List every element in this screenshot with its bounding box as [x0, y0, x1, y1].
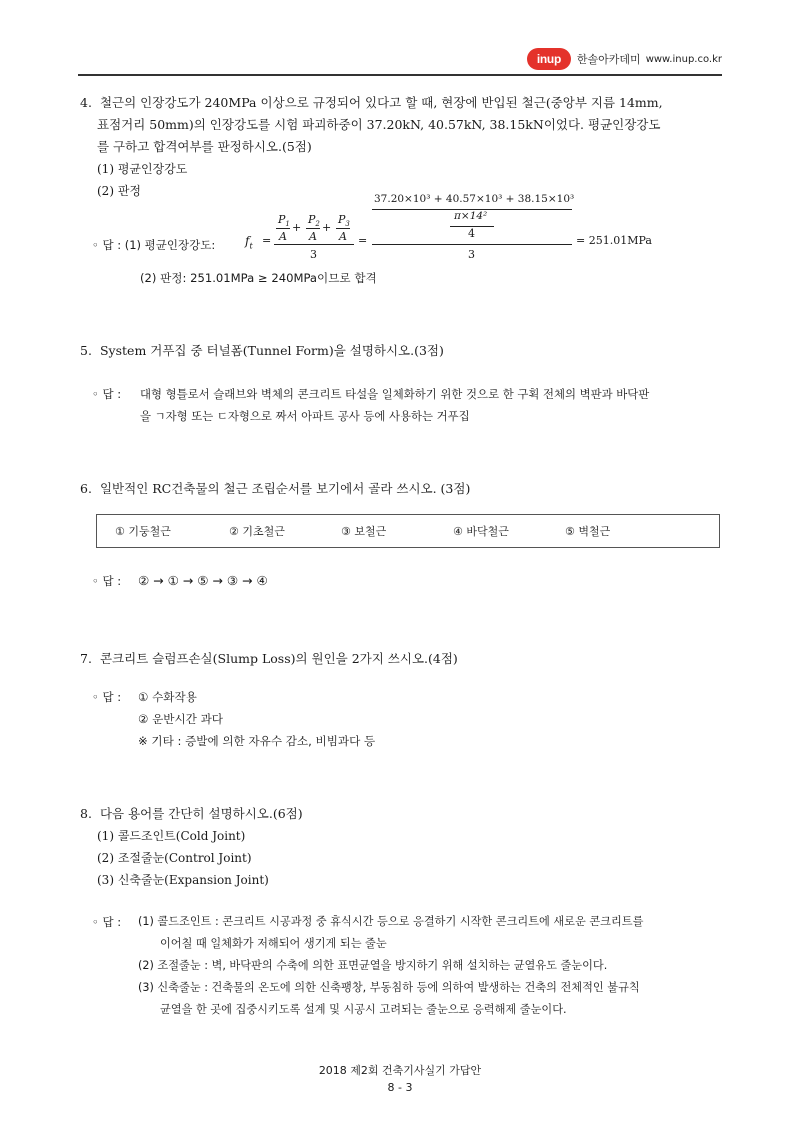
formula-a1: A: [279, 230, 287, 243]
formula-p3: $P_3$: [338, 213, 350, 229]
q8-sub3: (3) 신축줄눈(Expansion Joint): [97, 873, 269, 887]
q7-answer-1: ① 수화작용: [138, 690, 197, 704]
formula-result: = 251.01MPa: [576, 234, 652, 247]
formula-a2: A: [309, 230, 317, 243]
formula-a3: A: [339, 230, 347, 243]
formula-p1: $P_1$: [278, 213, 290, 229]
q6-choice-box: [96, 514, 720, 548]
q6-choice-2: ② 기초철근: [229, 525, 285, 538]
footer-title: 2018 제2회 건축기사실기 가답안: [318, 1064, 482, 1077]
q6-choice-4: ④ 바닥철근: [453, 525, 509, 538]
q4-text-line2: 표점거리 50mm)의 인장강도를 시험 파괴하중이 37.20kN, 40.57kN, 38.15kN이었다. 평균인장강도: [97, 117, 661, 132]
q8-title: 다음 용어를 간단히 설명하시오.(6점): [99, 806, 303, 821]
formula-right-denom: 3: [468, 248, 475, 261]
q7-answer-label: ◦ 답 :: [92, 690, 122, 704]
q8-answer-1-line1: (1) 콜드조인트 : 콘크리트 시공과정 중 휴식시간 등으로 응결하기 시작한 콘크리트에 새로운 콘크리트를: [138, 915, 644, 928]
q8-sub1: (1) 콜드조인트(Cold Joint): [97, 829, 246, 843]
q6-choice-1: ① 기둥철근: [115, 525, 171, 538]
q8-answer-label: ◦ 답 :: [92, 915, 122, 929]
q4-answer-label: ◦ 답 : (1) 평균인장강도:: [92, 238, 216, 252]
brand-url: www.inup.co.kr: [645, 53, 722, 65]
header-divider: [78, 74, 722, 76]
q5-answer-line2: 을 ㄱ자형 또는 ㄷ자형으로 짜서 아파트 공사 등에 사용하는 거푸집: [140, 409, 470, 423]
q4-sub2: (2) 판정: [97, 184, 141, 198]
brand-name: 한솔아카데미: [576, 53, 641, 66]
formula-right-main-bar: [372, 244, 572, 245]
formula-p2: $P_2$: [308, 213, 320, 229]
brand: [527, 48, 722, 70]
formula-pi-expr: π×14²: [454, 210, 488, 222]
formula-plus1: +: [292, 221, 302, 234]
q8-answer-1-line2: 이어칠 때 일체화가 저해되어 생기게 되는 줄눈: [160, 937, 387, 950]
q8-number: 8.: [80, 806, 92, 821]
q8-answer-2: (2) 조절줄눈 : 벽, 바닥판의 수축에 의한 표면균열을 방지하기 위해 설치하는 균열유도 줄눈이다.: [138, 959, 608, 972]
q5-answer-line1: 대형 형틀로서 슬래브와 벽체의 콘크리트 타설을 일체화하기 위한 것으로 한 구획 전체의 벽판과 바닥판: [140, 387, 650, 401]
inup-logo: inup: [527, 48, 571, 70]
q6-title-line: [80, 478, 470, 500]
q7-answer-extra: ※ 기타 : 증발에 의한 자유수 감소, 비빔과다 등: [138, 734, 376, 748]
formula-left-main-bar: [274, 244, 354, 245]
footer-page-number: 8 - 3: [387, 1081, 413, 1094]
q6-answer-label: ◦ 답 :: [92, 574, 122, 588]
q7-title: 콘크리트 슬럼프손실(Slump Loss)의 원인을 2가지 쓰시오.(4점): [99, 651, 458, 666]
formula-four: 4: [468, 227, 475, 240]
q6-title: 일반적인 RC건축물의 철근 조립순서를 보기에서 골라 쓰시오. (3점): [99, 481, 471, 496]
q6-number: 6.: [80, 481, 92, 496]
q5-answer-label: ◦ 답 :: [92, 387, 122, 401]
q4-text-line1: 철근의 인장강도가 240MPa 이상으로 규정되어 있다고 할 때, 현장에 반입된 철근(중앙부 지름 14mm,: [99, 95, 663, 110]
q4-formula: [128, 194, 688, 272]
formula-eq1: =: [262, 234, 272, 247]
page-header: [78, 40, 722, 76]
q7-title-line: [80, 648, 458, 670]
q7-answer-2: ② 운반시간 과다: [138, 712, 223, 726]
formula-eq2: =: [358, 234, 368, 247]
q7-number: 7.: [80, 651, 92, 666]
q4-text-line3: 를 구하고 합격여부를 판정하시오.(5점): [97, 139, 312, 154]
q4-sub1: (1) 평균인장강도: [97, 162, 188, 176]
formula-left-denom: 3: [310, 248, 317, 261]
q8-sub2: (2) 조절줄눈(Control Joint): [97, 851, 252, 865]
q8-answer-3-line1: (3) 신축줄눈 : 건축물의 온도에 의한 신축팽창, 부동침하 등에 의하여 발생하는 건축의 전체적인 불규칙: [138, 981, 640, 994]
q8-answer-3-line2: 균열을 한 곳에 집중시키도록 설계 및 시공시 고려되는 줄눈으로 응력해제 줄눈이다.: [160, 1003, 567, 1016]
q5-title-line: [80, 340, 444, 362]
formula-plus2: +: [322, 221, 332, 234]
formula-p3-bar: [336, 228, 350, 229]
q4-line1: [80, 92, 663, 114]
q6-choice-3: ③ 보철근: [341, 525, 387, 538]
q4-answer2: (2) 판정: 251.01MPa ≥ 240MPa이므로 합격: [140, 271, 377, 285]
formula-ft: $f_t$: [245, 234, 253, 251]
q4-number: 4.: [80, 95, 92, 110]
q8-title-line: [80, 803, 303, 825]
formula-top-numerator: 37.20×10³ + 40.57×10³ + 38.15×10³: [374, 193, 575, 205]
formula-p2-bar: [306, 228, 320, 229]
q6-answer: ② → ① → ⑤ → ③ → ④: [138, 573, 268, 588]
q6-choice-5: ⑤ 벽철근: [565, 525, 611, 538]
formula-p1-bar: [276, 228, 290, 229]
q5-title: System 거푸집 중 터널폼(Tunnel Form)을 설명하시오.(3점): [99, 343, 444, 358]
q5-number: 5.: [80, 343, 92, 358]
